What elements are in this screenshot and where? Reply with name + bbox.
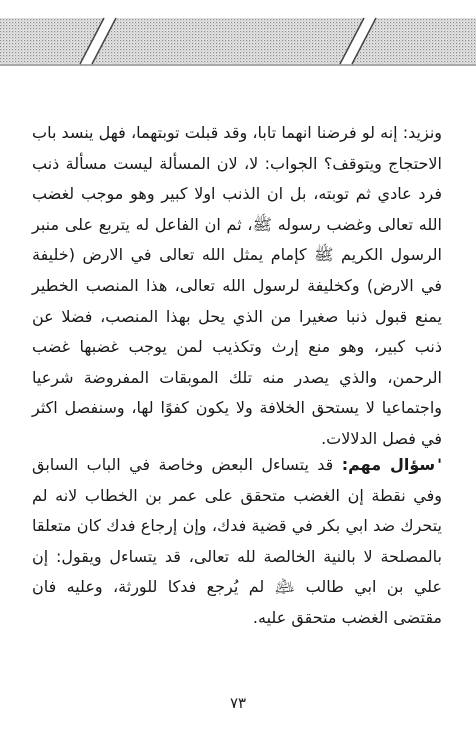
body-paragraph-1: ونزيد: إنه لو فرضنا انهما تابا، وقد قبلت توبتهما، فهل ينسد باب الاحتجاج ويتوقف؟ الجواب: لا، لان المسألة ليست مسألة ذنب فرد عادي ثم توبته، بل ان الذنب اولا كبير وهو موجب لغضب الله تعالى وغضب رسوله ﷺ، ثم ان الفاعل له يتربع على منبر الرسول الكريم ﷺ كإمام يمثل الله تعالى في الارض (خليفة في الارض) وكخليفة لرسول الله تعالى، هذا المنصب الخطير يمنع قبول ذنبا صغيرا من الذي يحل بهذا المنصب، فضلا عن ذنب كبير، وهو منع إرث وتكذيب لمن يوجب غضبها غضب الرحمن، والذي يصدر منه تلك الموبقات المفروضة شرعيا واجتماعيا لا يستحق الخلافة ولا يكون كفوًا لها، وسنفصل اكثر في فصل الدلالات.	[32, 123, 442, 448]
header-panel-left	[0, 18, 104, 64]
header-pattern	[0, 16, 476, 66]
question-heading: سؤال مهم:	[341, 455, 436, 474]
decorative-header-band	[0, 16, 476, 66]
page-number: ٧٣	[229, 694, 247, 712]
question-body: قد يتساءل البعض وخاصة في الباب السابق وفي نقطة إن الغضب متحقق على عمر بن الخطاب لانه لم يتحرك ضد ابي بكر في قضية فدك، وإن إرجاع فدك كان متعلقا بالمصلحة لا بالنية الخالصة لله تعالى، قد يتساءل ويقول: إن علي بن ابي طالب ﵇ لم يُرجع فدكا للورثة، وعليه فان مقتضى الغضب متحقق عليه.	[32, 455, 442, 627]
header-panel-right	[352, 18, 476, 64]
body-paragraph-2	[32, 450, 442, 634]
header-panel-middle	[92, 18, 364, 64]
paragraph-quote-mark: '	[437, 455, 442, 474]
